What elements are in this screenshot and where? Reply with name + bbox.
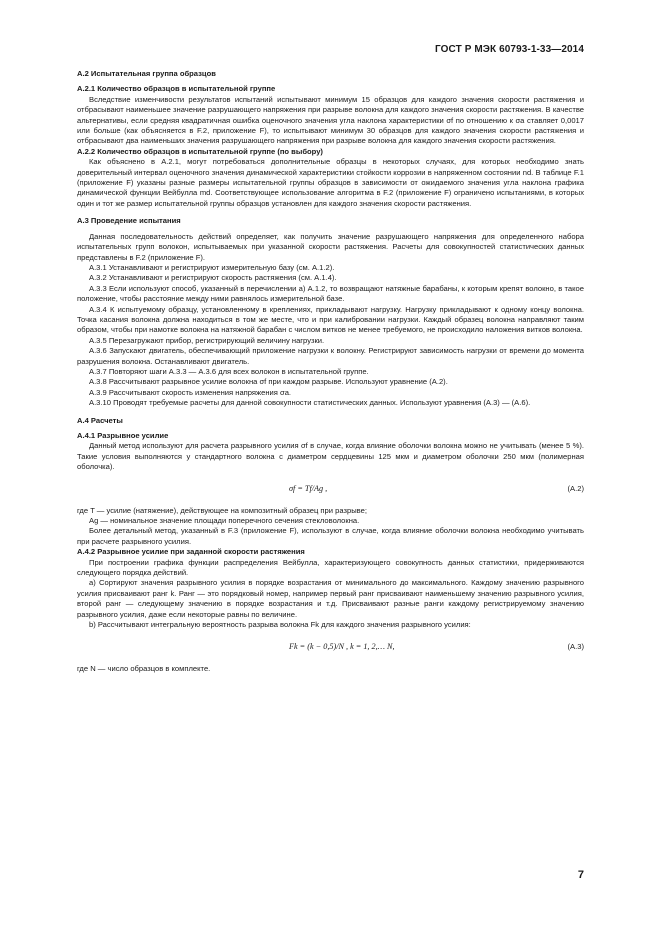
paragraph: а) Сортируют значения разрывного усилия в порядке возрастания от минимального до максимального. Каждому значению разрывного усилия присваивают ранг k. Ранг — это порядковый номер, например первый ранг присваивают наименьшему значению разрывного усилия, второй ранг — следующему значению в порядке возрастания и т.д. Присваивают разные ранги каждому регистрируемому значению разрывного усилия, даже если некоторые равны по величине.	[77, 578, 584, 619]
subsection-heading: А.4.2 Разрывное усилие при заданной скорости растяжения	[77, 547, 305, 557]
paragraph: Ag — номинальное значение площади поперечного сечения стекловолокна.	[89, 516, 360, 526]
section-heading: А.2 Испытательная группа образцов	[77, 69, 216, 78]
equation	[77, 639, 584, 657]
paragraph: А.3.6 Запускают двигатель, обеспечивающий приложение нагрузки к волокну. Регистрируют зависимость нагрузки от времени до момента разрушения волокна. Останавливают двигатель.	[77, 346, 584, 366]
paragraph: Как объяснено в А.2.1, могут потребоваться дополнительные образцы в некоторых случаях, для которых необходимо знать доверительный интервал оценочного значения динамической характеристики стойкости коррозии в напряженном состоянии nd. В таблице F.1 (приложение F) указаны разные размеры испытательной группы образцов в зависимости от ожидаемого значения угла наклона графика динамической функции Вейбулла md. Соответствующее использование алгоритма в F.2 (приложение F) ограничено испытаниями, в которых один и тот же размер испытательной группы образцов установлен для каждого значения скорости растяжения.	[77, 157, 584, 208]
subsection-heading: А.2.1 Количество образцов в испытательной группе	[77, 84, 276, 94]
paragraph: А.3.4 К испытуемому образцу, установленному в креплениях, прикладывают нагрузку. Нагрузку прикладывают к одному концу волокна. Точка касания волокна должна находиться в том же месте, что и при калибровании нагрузки. Каждый образец волокна направляют таким образом, чтобы при намотке волокна на натяжной барабан с числом витков не менее требуемого, не происходило наложения витков волокна.	[77, 304, 584, 335]
equation-number: (А.2)	[567, 483, 584, 493]
subsection-heading: А.4.1 Разрывное усилие	[77, 431, 169, 440]
page-number: 7	[577, 869, 584, 881]
paragraph: Данная последовательность действий определяет, как получить значение разрушающего напряжения для определенного набора испытательных групп волокон, испытываемых при указанной скорости растяжения. Расчеты для совокупностей статистических данных представлены в F.2 (приложение F).	[77, 231, 584, 262]
subsection-heading: А.2.2 Количество образцов в испытательной группе (по выбору)	[77, 146, 323, 156]
section-heading: А.3 Проведение испытания	[77, 216, 181, 226]
equation-number: (А.3)	[567, 641, 584, 651]
section-heading: А.4 Расчеты	[77, 415, 123, 425]
paragraph: Данный метод используют для расчета разрывного усилия σf в случае, когда влияние оболочки волокна можно не учитывать (менее 5 %). Такие условия выполняются у стандартного волокна с диаметром сердцевины 125 мкм и диаметром оболочки 250 мкм (полимерная оболочка).	[77, 441, 584, 472]
equation	[77, 481, 584, 499]
paragraph: А.3.3 Если используют способ, указанный в перечислении а) А.1.2, то возвращают натяжные барабаны, к которым крепят волокно, в такое положение, чтобы расстояние между ними равнялось измерительной базе.	[77, 283, 584, 304]
paragraph: А.3.10 Проводят требуемые расчеты для данной совокупности статистических данных. Используют уравнения (А.3) — (А.6).	[89, 398, 531, 408]
paragraph: При построении графика функции распределения Вейбулла, характеризующего совокупность данных статистики, придерживаются следующего порядка действий.	[77, 557, 584, 578]
paragraph: где T — усилие (натяжение), действующее на композитный образец при разрыве;	[77, 505, 367, 515]
paragraph: Вследствие изменчивости результатов испытаний испытывают минимум 15 образцов для каждого значения скорости растяжения и отбрасывают наименьшее значение разрушающего напряжения при разрыве волокна для каждого значения скорости растяжения. В качестве альтернативы, если средняя квадратичная ошибка оценочного значения угла наклона характеристики σf по отношению к σa ставляет 0,0017 или больше (как объясняется в F.2, приложение F), то испытывают минимум 30 образцов для каждого значения скорости растяжения и отбрасывают два наименьших значения разрушающего напряжения при разрыве волокна для каждого значения скорости растяжения.	[77, 94, 584, 146]
paragraph: Более детальный метод, указанный в F.3 (приложение F), используют в случае, когда влияние оболочки волокна необходимо учитывать при расчете разрывного усилия.	[77, 526, 584, 546]
paragraph: b) Рассчитывают интегральную вероятность разрыва волокна Fk для каждого значения разрывного усилия:	[89, 620, 471, 630]
paragraph: А.3.7 Повторяют шаги А.3.3 — А.3.6 для всех волокон в испытательной группе.	[89, 366, 369, 376]
equation-formula: Fk = (k − 0,5)/N , k = 1, 2,… N,	[289, 641, 395, 651]
paragraph: А.3.8 Рассчитывают разрывное усилие волокна σf при каждом разрыве. Используют уравнение (А.2).	[89, 377, 448, 387]
paragraph: где N — число образцов в комплекте.	[77, 663, 211, 673]
paragraph: А.3.1 Устанавливают и регистрируют измерительную базу (см. А.1.2).	[89, 262, 335, 272]
paragraph: А.3.5 Перезагружают прибор, регистрирующий величину нагрузки.	[89, 335, 325, 345]
document-body	[77, 69, 584, 674]
equation-formula: σf = Tf/Ag ,	[289, 483, 328, 493]
document-header: ГОСТ Р МЭК 60793-1-33—2014	[435, 44, 584, 55]
paragraph: А.3.2 Устанавливают и регистрируют скорость растяжения (см. А.1.4).	[89, 273, 337, 283]
paragraph: А.3.9 Рассчитывают скорость изменения напряжения σa.	[89, 387, 292, 397]
